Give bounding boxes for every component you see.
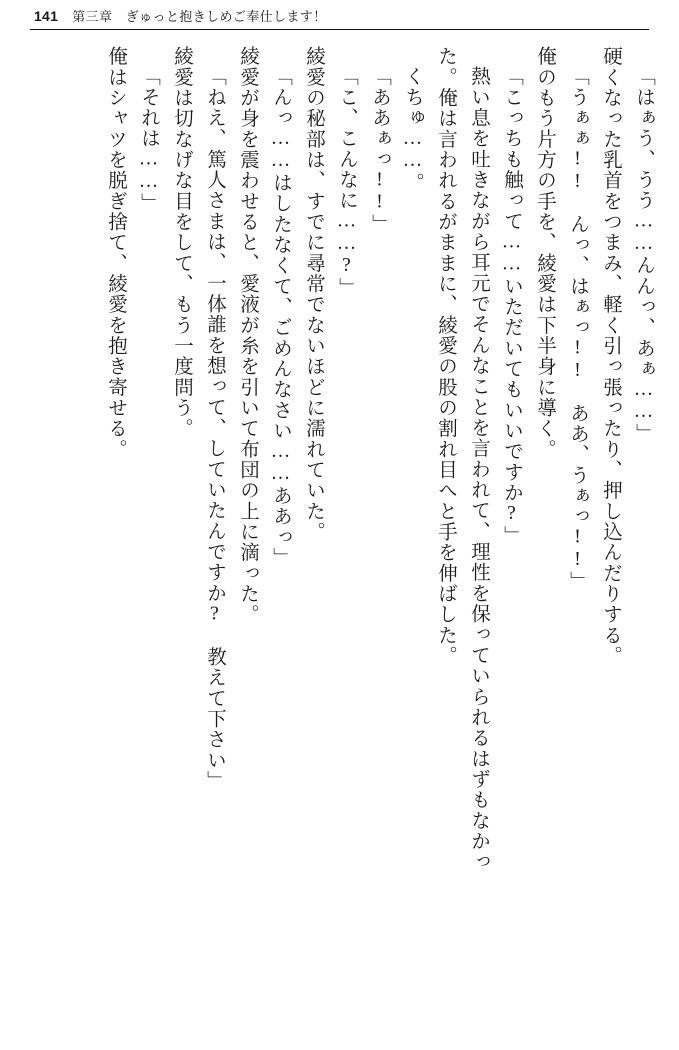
text-line: 硬くなった乳首をつまみ、軽く引っ張ったり、押し込んだりする。 <box>600 46 621 667</box>
text-line: 「はぁう、うう……んんっ、あぁ……」 <box>633 66 654 445</box>
text-line: 「ああぁっ!!」 <box>369 66 390 235</box>
text-line: 「うぁぁ!! んっ、はぁっ!! ああ、うぁっ!!」 <box>567 66 588 592</box>
text-line: 「ねえ、篤人さまは、一体誰を想って、していたんですか? 教えて下さい」 <box>204 66 225 791</box>
page-header <box>34 6 645 28</box>
page-number: 141 <box>34 8 59 24</box>
chapter-title: 第三章 ぎゅっと抱きしめご奉仕します！ <box>72 9 327 24</box>
text-line: 熱い息を吐きながら耳元でそんなことを言われて、理性を保っていられるはずもなかっ <box>468 66 489 873</box>
text-line: 俺はシャツを脱ぎ捨て、綾愛を抱き寄せる。 <box>105 46 126 460</box>
text-line: 「こ、こんなに……?」 <box>336 66 357 298</box>
text-line: 綾愛の秘部は、すでに尋常でないほどに濡れていた。 <box>303 46 324 543</box>
text-line: 綾愛が身を震わせると、愛液が糸を引いて布団の上に滴った。 <box>237 46 258 625</box>
text-line: 「んっ……はしたなくて、ごめんなさい……ああっ」 <box>270 66 291 569</box>
text-line: 俺のもう片方の手を、綾愛は下半身に導く。 <box>534 46 555 460</box>
text-line: た。俺は言われるがままに、綾愛の股の割れ目へと手を伸ばした。 <box>435 46 456 667</box>
header-divider <box>30 29 649 30</box>
text-line: 「こっちも触って……いただいてもいいですか?」 <box>501 66 522 546</box>
text-line: 「それは……」 <box>138 66 159 214</box>
text-line: 綾愛は切なげな目をして、もう一度問う。 <box>171 46 192 439</box>
text-line: くちゅ……。 <box>402 66 423 194</box>
body-text-area <box>28 46 653 1014</box>
